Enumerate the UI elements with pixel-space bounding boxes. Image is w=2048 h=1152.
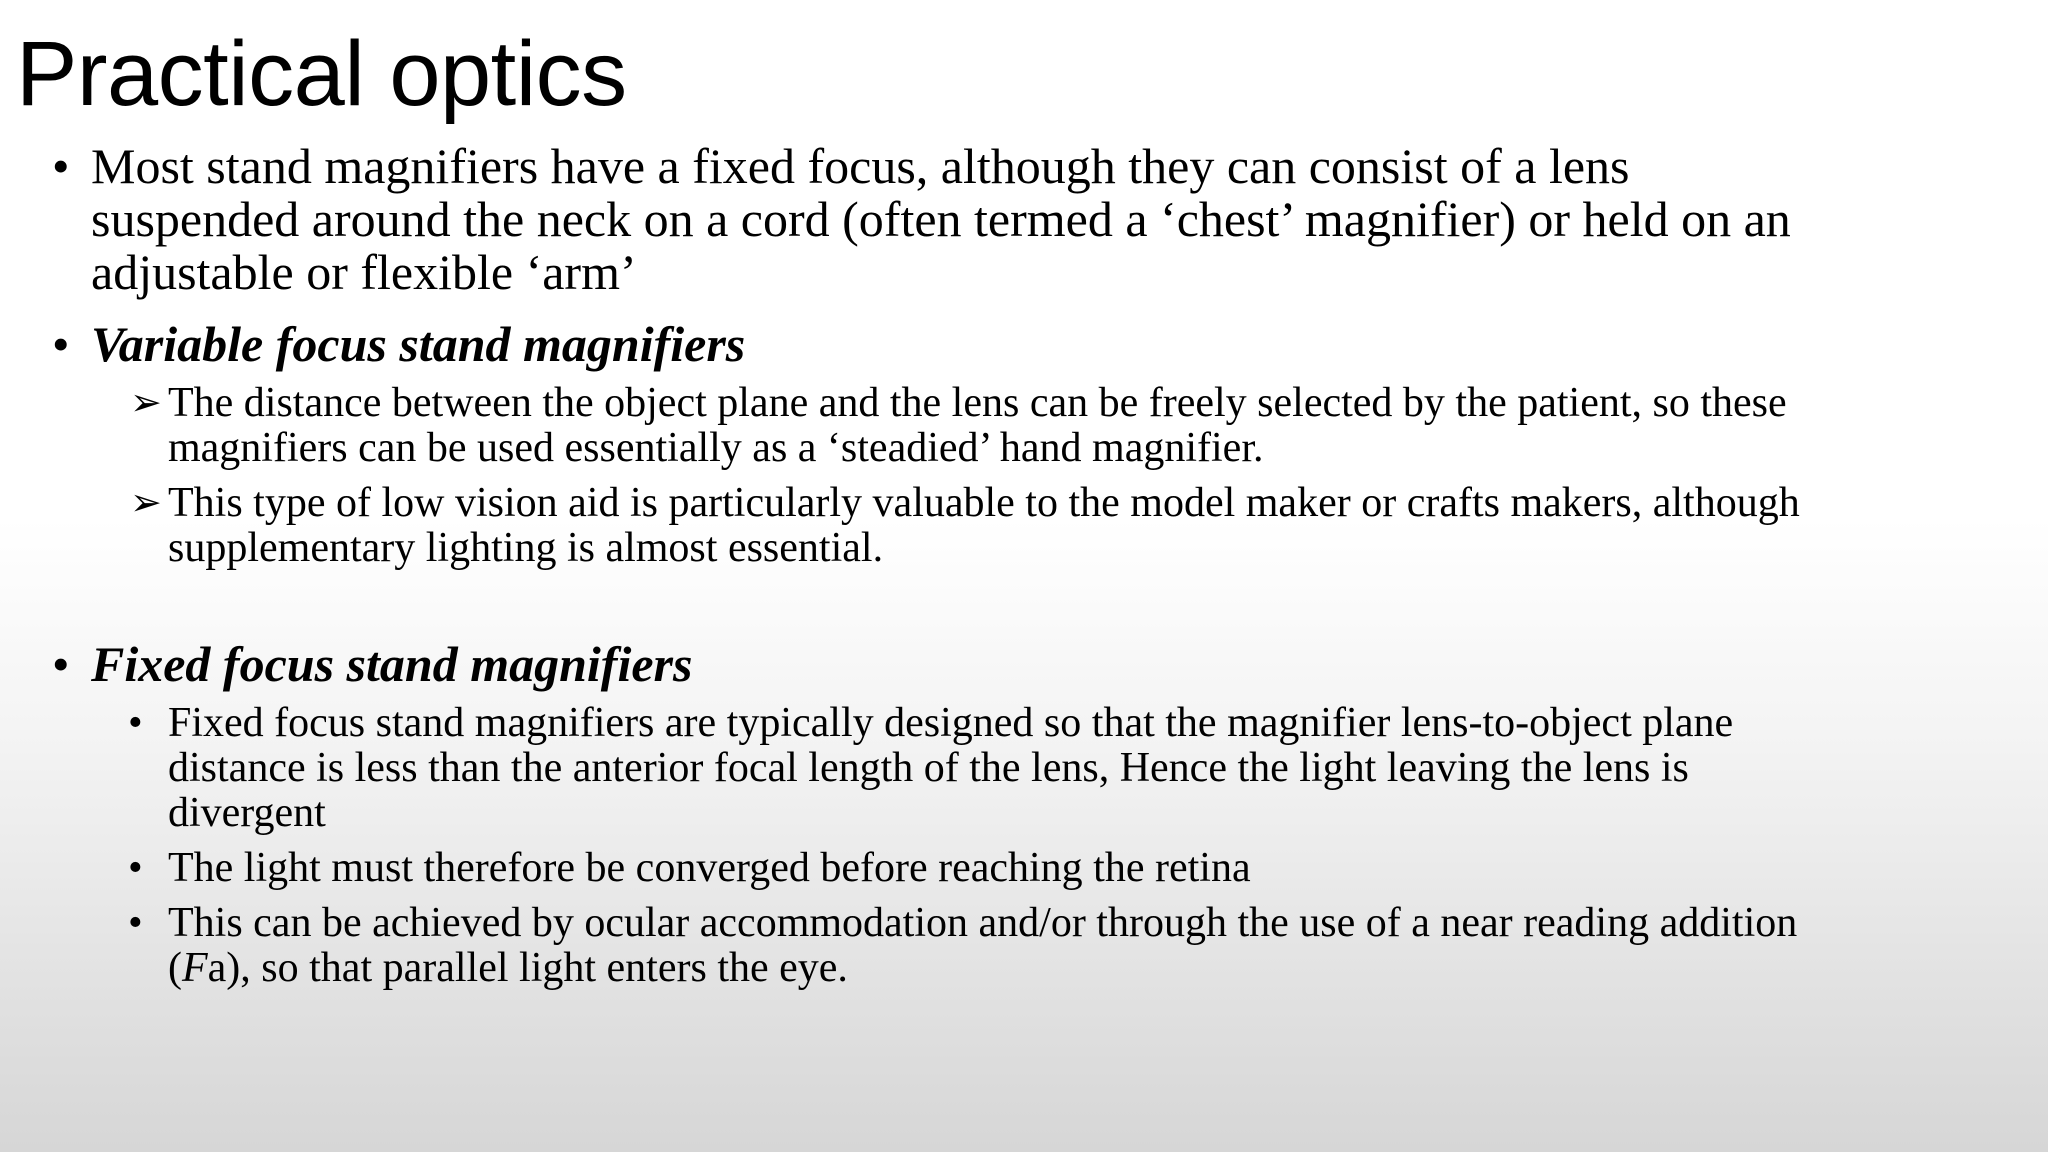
bullet-text: Most stand magnifiers have a fixed focus, although they can consist of a lens suspended around the neck on a cord (often termed a ‘chest’ magnifier) or held on an adjustable or flexible ‘arm’: [91, 138, 1791, 300]
sub-bullet-text-italic: F: [182, 945, 208, 991]
heading-text: Variable focus stand magnifiers: [91, 316, 746, 372]
sub-bullet-converged: [0, 846, 1848, 891]
slide-title: Practical optics: [16, 23, 627, 125]
bullet-dot: •: [52, 316, 70, 372]
heading-text: Fixed focus stand magnifiers: [91, 636, 693, 692]
heading-variable-focus: [0, 318, 1900, 371]
sub-bullet-text: The light must therefore be converged before reaching the retina: [168, 845, 1251, 891]
arrow-bullet-icon: ➢: [130, 382, 162, 424]
sub-bullet-text: The distance between the object plane and the lens can be freely selected by the patient, so these magnifiers can be used essentially as a ‘steadied’ hand magnifier.: [168, 380, 1787, 471]
bullet-dot: •: [128, 845, 143, 891]
bullet-fixed-focus-intro: [0, 140, 1831, 299]
sub-bullet-accommodation: [0, 901, 1848, 991]
bullet-dot: •: [52, 636, 70, 692]
arrow-bullet-icon: ➢: [130, 482, 162, 524]
heading-fixed-focus: [0, 638, 1900, 691]
bullet-dot: •: [128, 700, 143, 746]
sub-bullet-text-end: a), so that parallel light enters the eye.: [207, 945, 848, 991]
bullet-dot: •: [52, 138, 70, 194]
sub-bullet-text: This type of low vision aid is particularly valuable to the model maker or crafts makers, although supplementary lighting is almost essential.: [168, 480, 1800, 571]
sub-bullet-design: [0, 701, 1848, 836]
sub-bullet-text-start: This can be achieved by ocular accommodation and/or through the use of a near reading addition (: [168, 900, 1798, 991]
sub-bullet-distance: [0, 381, 1848, 471]
slide-content: [0, 140, 1900, 991]
sub-bullet-low-vision-aid: [0, 481, 1848, 571]
bullet-dot: •: [128, 900, 143, 946]
sub-bullet-text: Fixed focus stand magnifiers are typically designed so that the magnifier lens-to-object plane distance is less than the anterior focal length of the lens, Hence the light leaving the lens is divergent: [168, 700, 1734, 836]
